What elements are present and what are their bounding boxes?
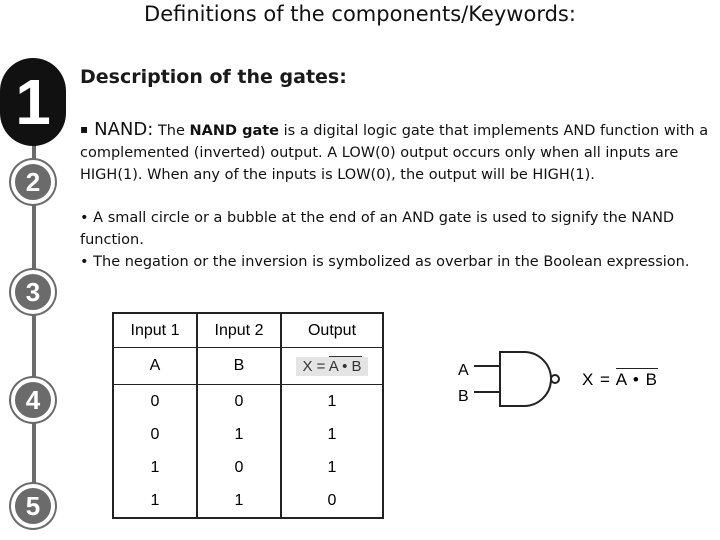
truth-table <box>112 312 384 519</box>
cell-output: 1 <box>281 385 383 419</box>
gate-expression-rhs: A • B <box>615 370 658 389</box>
cell-input-1: 1 <box>113 451 197 484</box>
expression-lhs: X = <box>302 357 329 375</box>
cell-input-1: 1 <box>113 484 197 518</box>
table-row <box>113 418 383 451</box>
expression-rhs: A • B <box>328 357 362 375</box>
output-expression <box>296 357 367 376</box>
symbol-b: B <box>197 348 281 385</box>
gate-expression-lhs: X = <box>582 370 616 389</box>
step-3-marker[interactable]: 3 <box>11 270 55 314</box>
output-expression-cell <box>281 348 383 385</box>
gate-expression <box>582 370 658 390</box>
note-bubble: • A small circle or a bubble at the end of an AND gate is used to signify the NAND function. <box>80 210 675 248</box>
gate-and-body <box>500 352 551 406</box>
header-input-2: Input 2 <box>197 313 281 348</box>
header-output: Output <box>281 313 383 348</box>
gate-inversion-bubble <box>551 375 559 383</box>
nand-definition-bold: NAND gate <box>189 123 280 139</box>
step-2-marker[interactable]: 2 <box>11 160 55 204</box>
table-row <box>113 385 383 419</box>
cell-output: 1 <box>281 418 383 451</box>
table-row <box>113 484 383 518</box>
gate-input-a-label: A <box>458 362 469 379</box>
cell-input-2: 0 <box>197 385 281 419</box>
gate-input-b-label: B <box>458 388 469 405</box>
nand-definition <box>80 118 710 186</box>
square-bullet-icon: ▪ <box>80 122 89 136</box>
symbol-row <box>113 348 383 385</box>
table-row <box>113 451 383 484</box>
cell-input-2: 0 <box>197 451 281 484</box>
cell-input-2: 1 <box>197 418 281 451</box>
cell-output: 1 <box>281 451 383 484</box>
cell-input-2: 1 <box>197 484 281 518</box>
symbol-a: A <box>113 348 197 385</box>
step-1-marker[interactable]: 1 <box>0 58 66 146</box>
step-4-marker[interactable]: 4 <box>11 378 55 422</box>
note-overbar: • The negation or the inversion is symbolized as overbar in the Boolean expression. <box>80 254 690 270</box>
step-5-marker[interactable]: 5 <box>11 484 55 528</box>
nand-term: NAND: <box>94 119 154 140</box>
header-input-1: Input 1 <box>113 313 197 348</box>
cell-input-1: 0 <box>113 385 197 419</box>
nand-definition-rest: is a digital logic gate that implements AND function with a complemented (inverted) output. A LOW(0) output occurs only when all inputs are HIGH(1). When any of the inputs is LOW(0), the output will be HIGH(1). <box>80 123 709 183</box>
cell-output: 0 <box>281 484 383 518</box>
nand-definition-intro: The <box>157 123 190 139</box>
nand-gate-symbol-icon <box>450 342 580 412</box>
page-title: Definitions of the components/Keywords: <box>144 2 576 26</box>
table-header-row <box>113 313 383 348</box>
cell-input-1: 0 <box>113 418 197 451</box>
section-subtitle: Description of the gates: <box>80 66 347 88</box>
